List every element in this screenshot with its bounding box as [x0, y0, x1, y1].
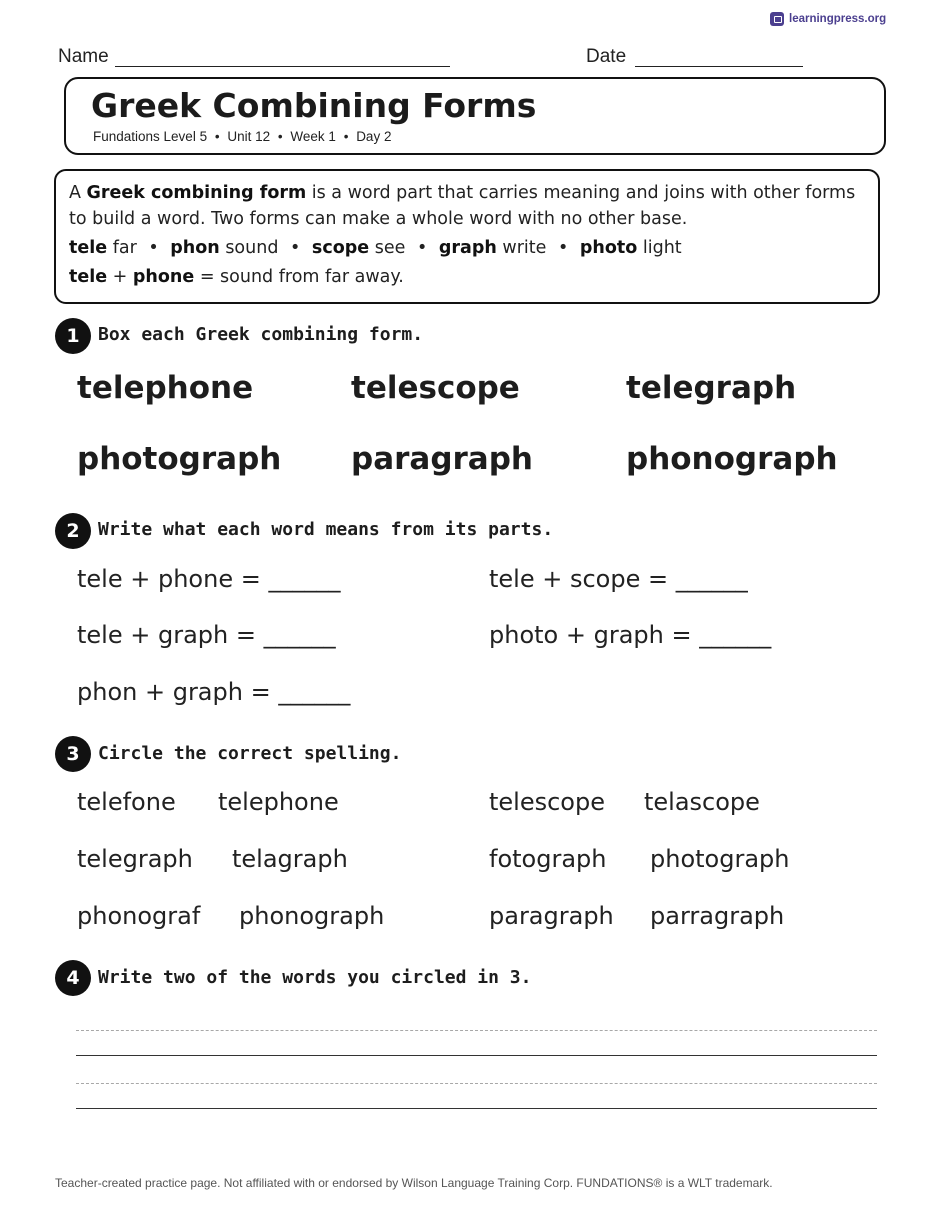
example-meaning: = sound from far away.	[194, 267, 404, 287]
box-word[interactable]: photograph	[77, 441, 282, 477]
subtitle-unit: Unit 12	[227, 129, 271, 144]
subtitle-separator: •	[277, 129, 283, 144]
spelling-choice[interactable]: paragraph	[489, 902, 614, 930]
book-icon	[770, 12, 784, 26]
spelling-choice[interactable]: telefone	[77, 788, 176, 816]
form-meaning: see	[374, 238, 406, 258]
forms-separator: •	[148, 238, 159, 258]
form-graph: graph	[438, 238, 497, 258]
box-word[interactable]: paragraph	[351, 441, 533, 477]
spelling-choice[interactable]: telagraph	[232, 845, 348, 873]
box-word[interactable]: telescope	[351, 370, 520, 406]
section-instruction: Circle the correct spelling.	[98, 743, 402, 764]
spelling-choice[interactable]: telascope	[644, 788, 760, 816]
writing-line[interactable]	[76, 1055, 877, 1056]
box-word[interactable]: telegraph	[626, 370, 797, 406]
example-form: tele	[69, 267, 108, 287]
spelling-choice[interactable]: parragraph	[650, 902, 785, 930]
page-title: Greek Combining Forms	[91, 86, 537, 125]
writing-guide-line	[76, 1030, 877, 1031]
form-meaning: light	[642, 238, 682, 258]
subtitle-separator: •	[343, 129, 349, 144]
form-meaning: far	[112, 238, 137, 258]
spelling-choice[interactable]: phonograph	[239, 902, 385, 930]
definition-line-1	[69, 183, 855, 203]
spelling-choice[interactable]: telephone	[218, 788, 339, 816]
date-field[interactable]	[635, 66, 803, 67]
definition-text: is a word part that carries meaning and joins with other forms	[306, 183, 856, 203]
section-number: 4	[55, 960, 91, 996]
form-meaning: sound	[225, 238, 279, 258]
forms-separator: •	[557, 238, 569, 258]
equation-item[interactable]: tele + phone = ______	[77, 565, 341, 593]
definition-line-2: to build a word. Two forms can make a whole word with no other base.	[69, 209, 688, 229]
example-form: phone	[132, 267, 195, 287]
logo-text: learningpress.org	[789, 13, 887, 25]
forms-list	[69, 238, 682, 258]
forms-separator: •	[290, 238, 301, 258]
page-subtitle	[93, 129, 391, 144]
example-plus: +	[107, 267, 133, 287]
equation-item[interactable]: phon + graph = ______	[77, 678, 351, 706]
subtitle-separator: •	[214, 129, 220, 144]
definition-term: Greek combining form	[86, 183, 307, 203]
box-word[interactable]: phonograph	[626, 441, 838, 477]
form-meaning: write	[502, 238, 547, 258]
form-scope: scope	[311, 238, 370, 258]
spelling-choice[interactable]: fotograph	[489, 845, 607, 873]
section-number: 3	[55, 736, 91, 772]
spelling-choice[interactable]: telescope	[489, 788, 605, 816]
forms-separator: •	[416, 238, 428, 258]
date-label: Date	[586, 46, 627, 67]
section-instruction: Box each Greek combining form.	[98, 324, 424, 345]
form-phon: phon	[170, 238, 220, 258]
definition-text: A	[69, 183, 87, 203]
equation-item[interactable]: tele + scope = ______	[489, 565, 748, 593]
equation-item[interactable]: tele + graph = ______	[77, 621, 336, 649]
equation-item[interactable]: photo + graph = ______	[489, 621, 772, 649]
subtitle-day: Day 2	[356, 129, 392, 144]
section-number: 1	[55, 318, 91, 354]
spelling-choice[interactable]: phonograf	[77, 902, 201, 930]
subtitle-level: Fundations Level 5	[93, 129, 208, 144]
name-label: Name	[58, 46, 109, 67]
name-field[interactable]	[115, 66, 450, 67]
brand-logo	[770, 12, 886, 26]
form-photo: photo	[579, 238, 638, 258]
footer-disclaimer: Teacher-created practice page. Not affiliated with or endorsed by Wilson Language Training Corp. FUNDATIONS® is a WLT trademark.	[55, 1176, 773, 1190]
section-instruction: Write two of the words you circled in 3.	[98, 967, 532, 988]
section-number: 2	[55, 513, 91, 549]
writing-guide-line	[76, 1083, 877, 1084]
form-tele: tele	[69, 238, 108, 258]
spelling-choice[interactable]: telegraph	[77, 845, 193, 873]
section-instruction: Write what each word means from its parts.	[98, 519, 554, 540]
spelling-choice[interactable]: photograph	[650, 845, 790, 873]
subtitle-week: Week 1	[290, 129, 336, 144]
box-word[interactable]: telephone	[77, 370, 254, 406]
example-line	[69, 267, 404, 287]
writing-line[interactable]	[76, 1108, 877, 1109]
